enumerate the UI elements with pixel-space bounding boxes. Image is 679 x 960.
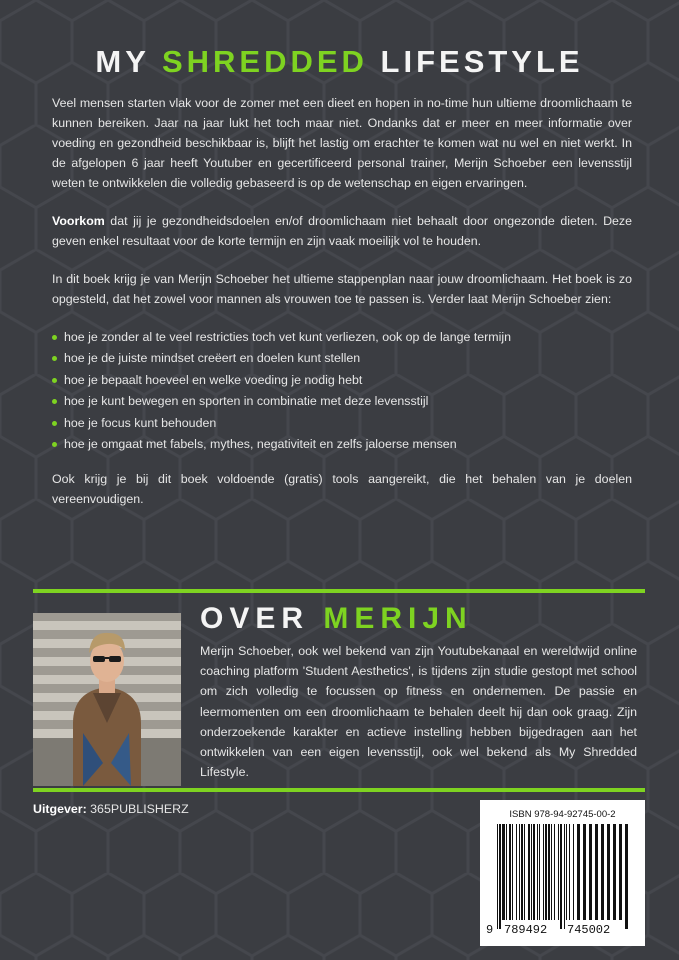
ean-right-group: 745002 <box>567 923 611 937</box>
intro-paragraph: Veel mensen starten vlak voor de zomer met een dieet en hopen in no-time hun ultieme droomlichaam te kunnen bereiken. Jaar na jaar lukt het toch maar niet. Ondanks dat er meer en meer informatie over voeding en gezondheid beschikbaar is, blijft het lastig om erachter te komen wat nu wel en niet werkt. In de afgelopen 6 jaar heeft Youtuber en gecertificeerd personal trainer, Merijn Schoeber een levensstijl weten te ontwikkelen die volledig gebaseerd is op de wetenschap en eigen ervaringen. <box>52 96 632 190</box>
isbn-barcode <box>480 800 645 946</box>
isbn-label: ISBN 978-94-92745-00-2 <box>509 809 616 820</box>
tools-paragraph: Ook krijg je bij dit boek voldoende (gratis) tools aangereikt, die het behalen van je doelen vereenvoudigen. <box>52 472 632 507</box>
list-item: hoe je omgaat met fabels, mythes, negativiteit en zelfs jaloerse mensen <box>52 434 632 455</box>
about-paragraph: Merijn Schoeber, ook wel bekend van zijn Youtubekanaal en wereldwijd online coaching platform 'Student Aesthetics', is tijdens zijn studie gestopt met school om zich volledig te focussen op fitness en ondernemen. De passie en leermomenten om een droomlichaam te behalen deelt hij dan ook graag. Zijn onderzoekende karakter en actieve instelling hebben bijgedragen aan het ontwikkelen van een eigen levensstijl, ook wel bekend als My Shredded Lifestyle. <box>200 644 637 780</box>
bullet-icon <box>52 335 57 340</box>
bullet-icon <box>52 378 57 383</box>
prevent-paragraph: Voorkom dat jij je gezondheidsdoelen en/of droomlichaam niet behaalt door ongezonde dieten. Deze geven enkel resultaat voor de korte termijn en zijn vaak moeilijk vol te houden. <box>52 214 632 248</box>
publisher-line: Uitgever: 365PUBLISHERZ <box>33 802 189 816</box>
list-item: hoe je kunt bewegen en sporten in combinatie met deze levensstijl <box>52 391 632 412</box>
divider-top <box>33 589 645 593</box>
back-cover-text <box>52 93 632 527</box>
bullet-icon <box>52 356 57 361</box>
bullet-icon <box>52 399 57 404</box>
divider-bottom <box>33 788 645 792</box>
benefit-list <box>52 327 632 455</box>
list-item: hoe je bepaalt hoeveel en welke voeding je nodig hebt <box>52 370 632 391</box>
ean-left-group: 789492 <box>504 923 548 937</box>
about-heading: OVER MERIJN <box>200 602 473 635</box>
bullet-icon <box>52 442 57 447</box>
bullet-icon <box>52 421 57 426</box>
ean-first-digit: 9 <box>486 923 494 937</box>
book-intro-paragraph: In dit boek krijg je van Merijn Schoeber het ultieme stappenplan naar jouw droomlichaam. Het boek is zo opgesteld, dat het zowel voor mannen als vrouwen toe te passen is. Verder laat Merijn Schoeber zien: <box>52 272 632 306</box>
list-item: hoe je de juiste mindset creëert en doelen kunt stellen <box>52 348 632 369</box>
list-item: hoe je focus kunt behouden <box>52 413 632 434</box>
list-item: hoe je zonder al te veel restricties toch vet kunt verliezen, ook op de lange termijn <box>52 327 632 348</box>
book-title: MY SHREDDED LIFESTYLE <box>95 44 584 79</box>
author-photo <box>33 613 181 786</box>
barcode-icon <box>497 824 628 929</box>
